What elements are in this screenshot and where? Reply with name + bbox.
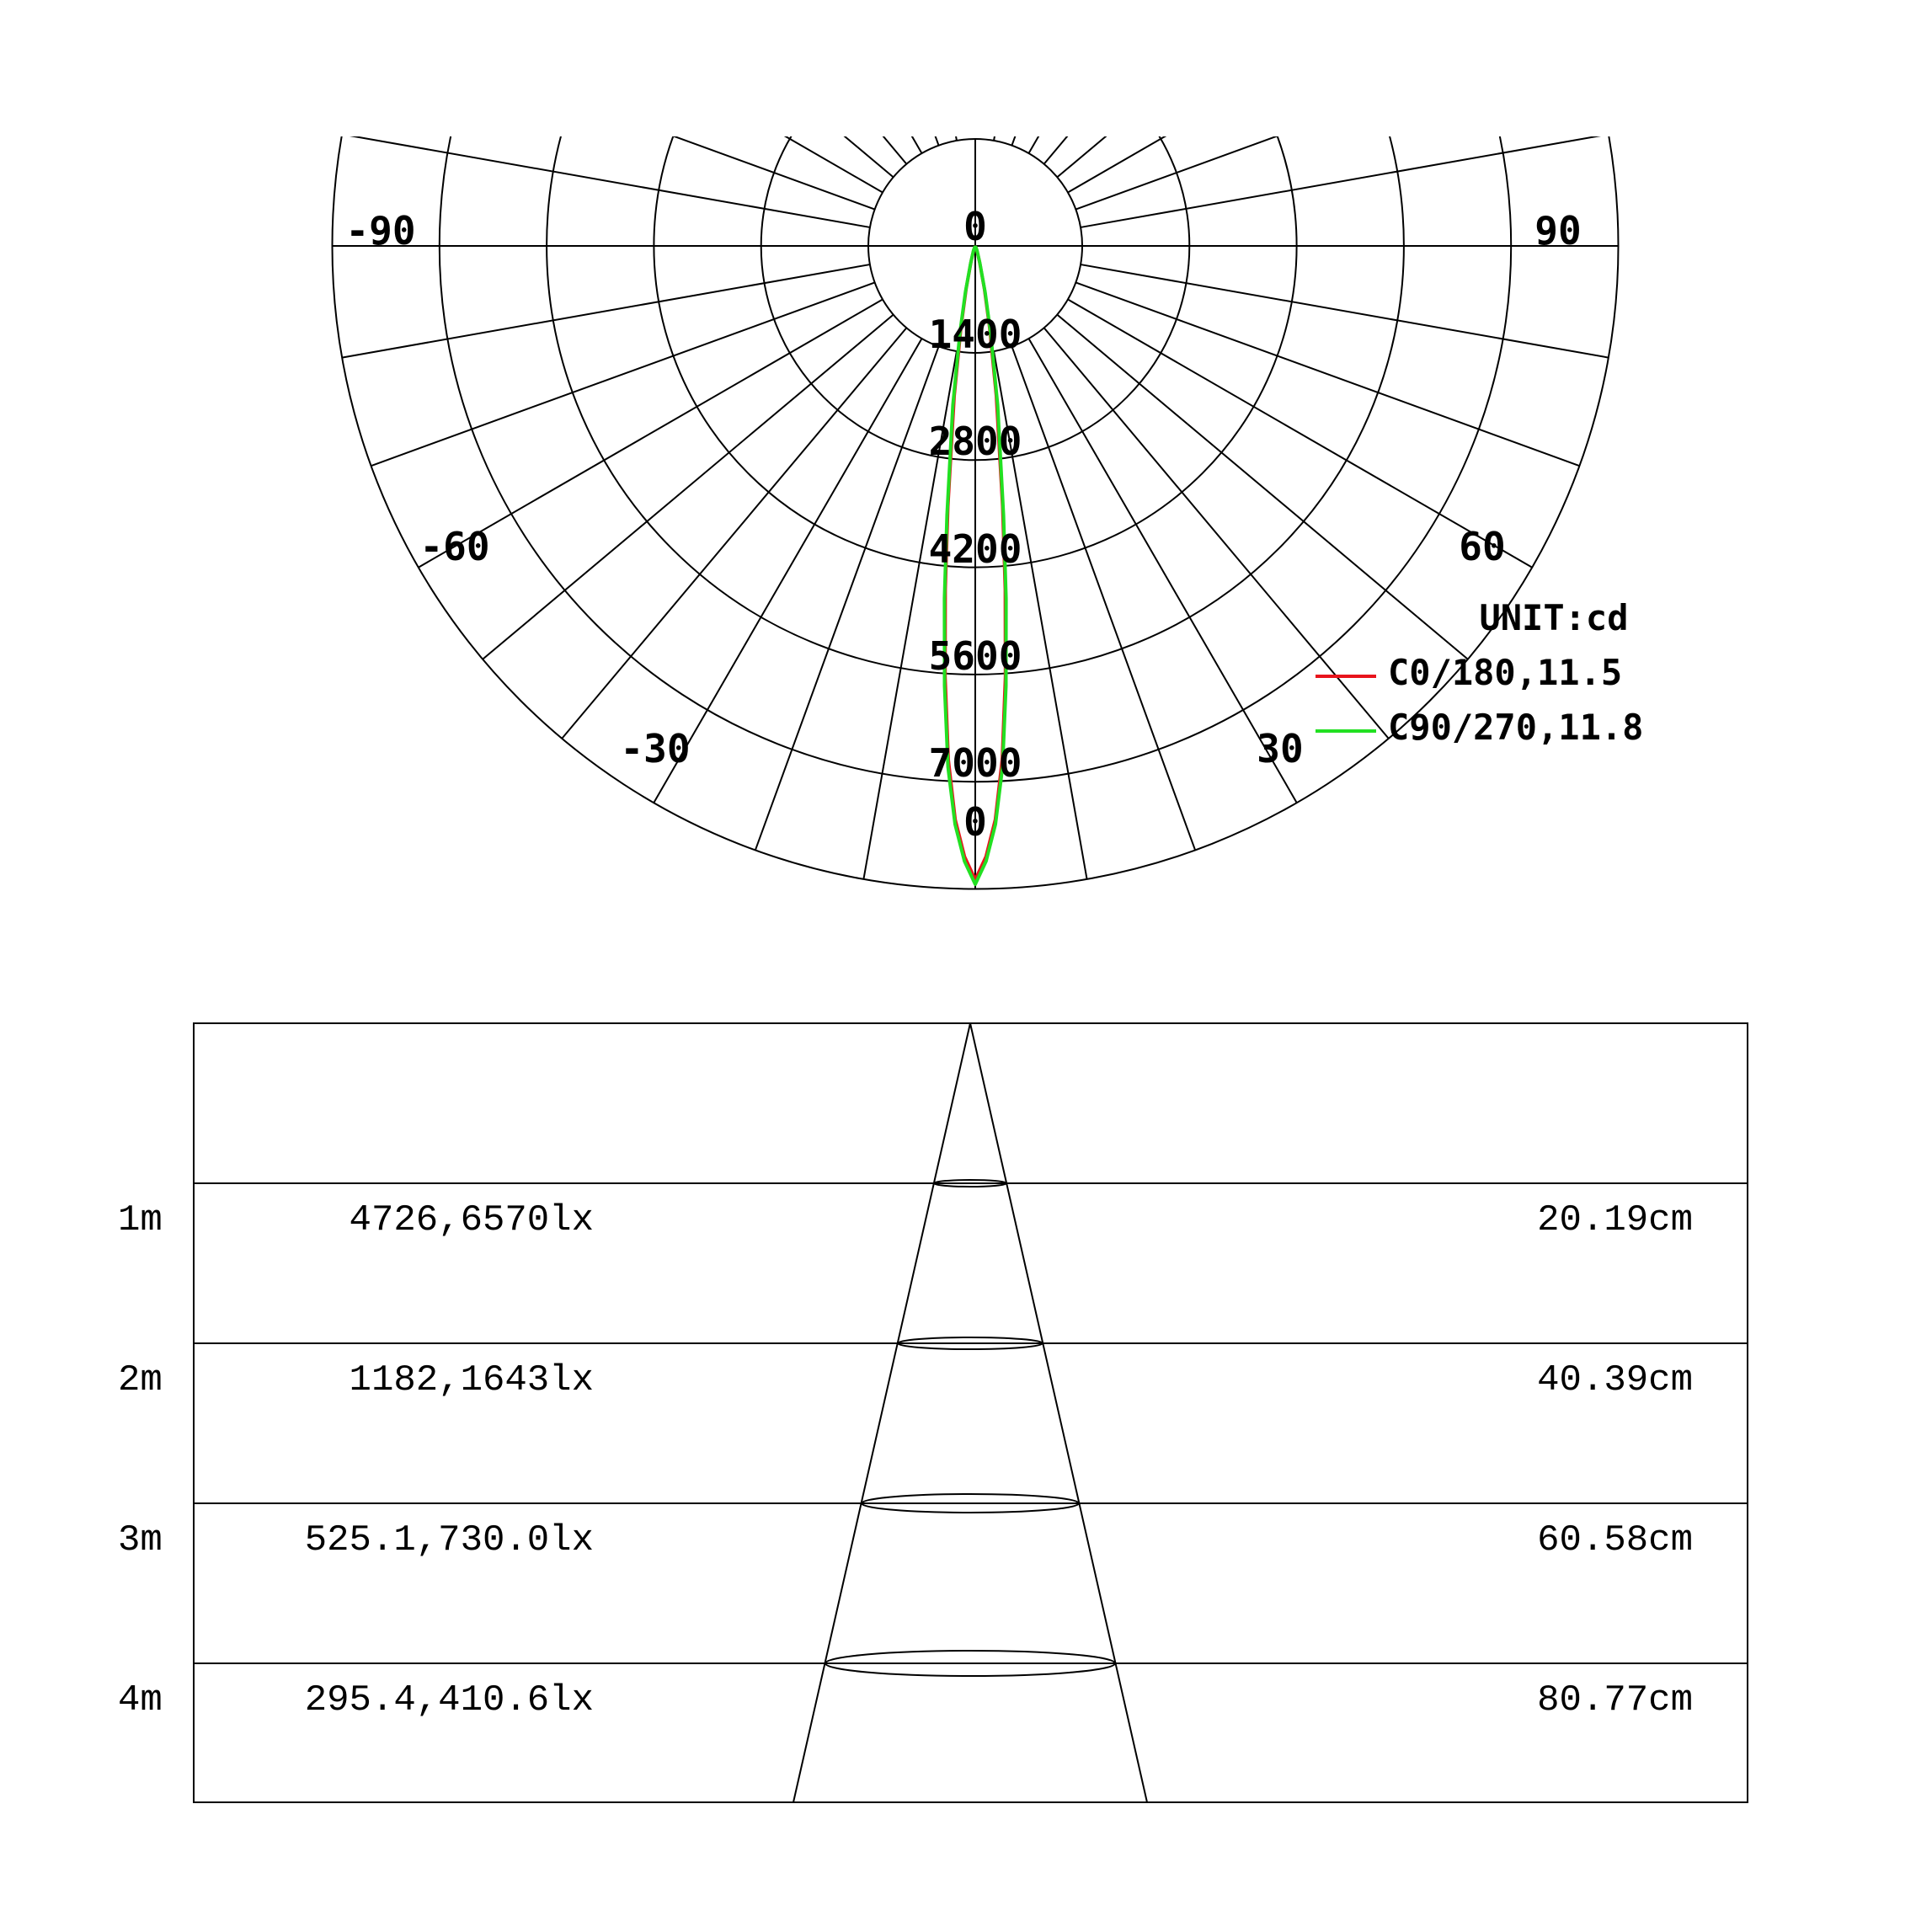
polar-spoke--110 — [371, 26, 875, 210]
legend — [1316, 597, 1643, 748]
cone-ring-1m — [934, 1180, 1006, 1187]
angle-label-minus-30: -30 — [620, 726, 691, 771]
polar-spoke-100 — [1081, 134, 1609, 227]
row-4-distance: 4m — [118, 1679, 163, 1721]
radial-tick-1400: 1400 — [928, 312, 1022, 357]
row-4-diameter: 80.77cm — [1537, 1679, 1693, 1721]
row-2-diameter: 40.39cm — [1537, 1359, 1693, 1401]
cone-edge-right — [970, 1023, 1147, 1802]
table-grid — [194, 1023, 1748, 1802]
row-2-illuminance: 1182,1643lx — [349, 1359, 594, 1401]
polar-spoke--100 — [342, 134, 870, 227]
legend-label-c0: C0/180,11.5 — [1388, 652, 1623, 693]
polar-spoke-120 — [1068, 0, 1532, 193]
cone-ring-3m — [862, 1494, 1079, 1513]
angle-label-minus-60: -60 — [419, 524, 490, 569]
polar-spoke-80 — [1081, 264, 1609, 358]
polar-spoke--140 — [562, 0, 906, 164]
row-2-distance: 2m — [118, 1359, 163, 1401]
polar-spoke-150 — [1029, 0, 1297, 153]
polar-spoke-110 — [1075, 26, 1579, 210]
cone-ring-4m — [825, 1651, 1115, 1676]
row-1-distance: 1m — [118, 1199, 163, 1241]
polar-spoke--50 — [483, 315, 894, 659]
polar-spoke--70 — [371, 282, 875, 466]
table-texts — [118, 1199, 1693, 1721]
polar-spoke--150 — [654, 0, 921, 153]
polar-spoke--120 — [419, 0, 883, 193]
polar-spoke-50 — [1057, 315, 1468, 659]
angle-label-top-0: 0 — [963, 204, 987, 249]
radial-tick-5600: 5600 — [928, 633, 1022, 679]
polar-spoke--80 — [342, 264, 870, 358]
polar-spoke-130 — [1057, 0, 1468, 177]
polar-spoke--40 — [562, 328, 906, 739]
legend-unit: UNIT:cd — [1479, 597, 1629, 638]
angle-label-60: 60 — [1459, 524, 1506, 569]
polar-spoke-20 — [1011, 346, 1195, 850]
polar-spoke--20 — [755, 346, 939, 850]
polar-spoke--160 — [755, 0, 939, 146]
row-1-diameter: 20.19cm — [1537, 1199, 1693, 1241]
row-3-diameter: 60.58cm — [1537, 1519, 1693, 1561]
radial-tick-4200: 4200 — [928, 526, 1022, 572]
polar-spoke-140 — [1044, 0, 1389, 164]
radial-tick-2800: 2800 — [928, 419, 1022, 464]
row-4-illuminance: 295.4,410.6lx — [304, 1679, 594, 1721]
row-1-illuminance: 4726,6570lx — [349, 1199, 594, 1241]
row-3-illuminance: 525.1,730.0lx — [304, 1519, 594, 1561]
angle-label-minus-90: -90 — [345, 208, 416, 254]
cone-edge-left — [793, 1023, 970, 1802]
radial-tick-7000: 7000 — [928, 740, 1022, 786]
polar-spoke-70 — [1075, 282, 1579, 466]
table-frame — [194, 1023, 1748, 1802]
angle-label-90: 90 — [1534, 208, 1582, 254]
polar-spoke--130 — [483, 0, 894, 177]
cone-ring-2m — [898, 1337, 1043, 1349]
polar-spoke-170 — [994, 0, 1087, 141]
angle-label-bottom-0: 0 — [963, 799, 987, 845]
beam-cone — [793, 1023, 1147, 1802]
polar-spoke-160 — [1011, 0, 1195, 146]
angle-label-30: 30 — [1257, 726, 1304, 771]
polar-spoke--170 — [863, 0, 957, 141]
legend-label-c90: C90/270,11.8 — [1388, 707, 1644, 748]
row-3-distance: 3m — [118, 1519, 163, 1561]
